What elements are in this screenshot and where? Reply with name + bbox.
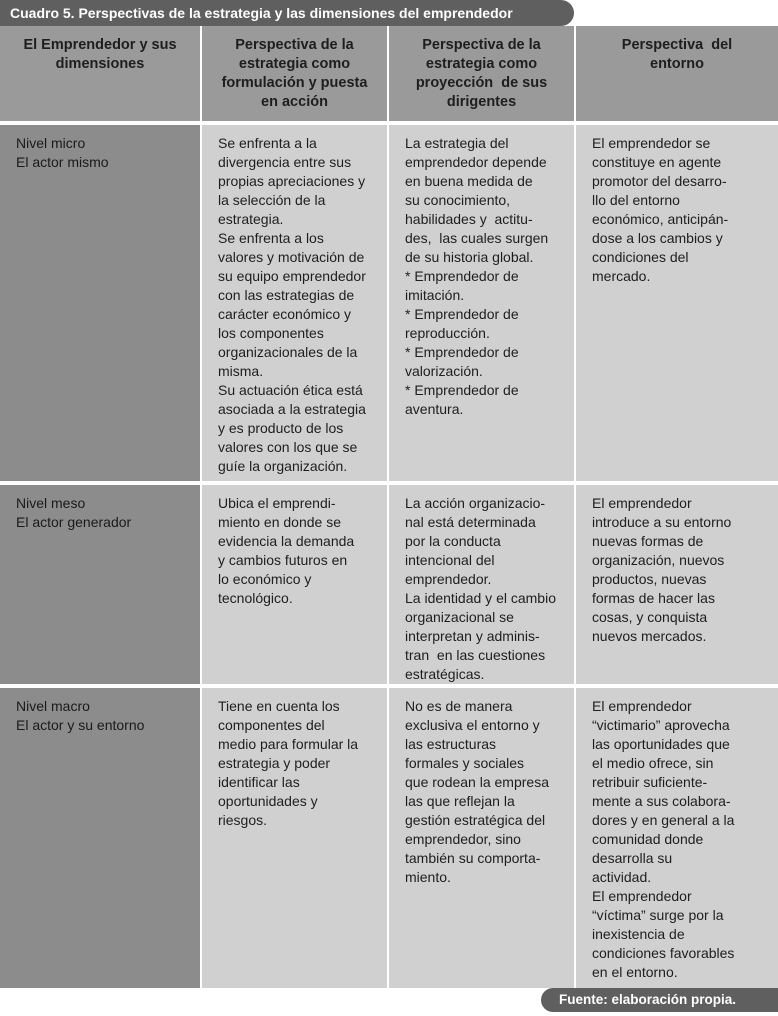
text-line: * Emprendedor de	[405, 306, 519, 322]
text-line: exclusiva el entorno y	[405, 717, 540, 733]
text-line: en buena medida de	[405, 173, 533, 189]
perspectives-table	[0, 26, 778, 988]
text-line: Su actuación ética está	[218, 382, 363, 398]
row-label-meso	[0, 485, 200, 684]
text-line: retribuir suficiente-	[592, 774, 708, 790]
text-line: Ubica el emprendi-	[218, 495, 336, 511]
text-line: promotor del desarro-	[592, 173, 727, 189]
text-line: su equipo emprendedor	[218, 268, 366, 284]
text-line: estrategia y poder	[218, 755, 331, 771]
text-line: organizacional se	[405, 609, 514, 625]
text-line: nuevos mercados.	[592, 628, 707, 644]
text-line: La acción organizacio-	[405, 495, 546, 511]
text-line: llo del entorno	[592, 192, 680, 208]
text-line: componentes del	[218, 717, 325, 733]
text-line: “víctima” surge por la	[592, 907, 724, 923]
text-line: * Emprendedor de	[405, 344, 519, 360]
text-line: cosas, y conquista	[592, 609, 708, 625]
text-line: riesgos.	[218, 812, 268, 828]
text-line: miento.	[405, 869, 451, 885]
text-line: No es de manera	[405, 698, 513, 714]
text-line: inexistencia de	[592, 926, 685, 942]
text-line: aventura.	[405, 401, 464, 417]
text-line: productos, nuevas	[592, 571, 707, 587]
text-line: formulación y puesta	[221, 75, 368, 91]
text-line: El actor y su entorno	[16, 717, 145, 733]
text-line: mente a sus colabora-	[592, 793, 731, 809]
text-line: * Emprendedor de	[405, 382, 519, 398]
text-line: intencional del	[405, 552, 495, 568]
text-line: nuevas formas de	[592, 533, 704, 549]
header-cell	[202, 26, 387, 121]
text-line: por la conducta	[405, 533, 501, 549]
text-line: Nivel micro	[16, 135, 86, 151]
text-line: condiciones del	[592, 249, 689, 265]
text-line: su conocimiento,	[405, 192, 511, 208]
text-line: carácter económico y	[218, 306, 352, 322]
text-line: habilidades y actitu-	[405, 211, 533, 227]
text-line: dores y en general a la	[592, 812, 735, 828]
text-line: mercado.	[592, 268, 651, 284]
text-line: nal está determinada	[405, 514, 536, 530]
text-line: des, las cuales surgen	[405, 230, 549, 246]
text-line: entorno	[650, 56, 704, 72]
text-line: las estructuras	[405, 736, 497, 752]
text-line: miento en donde se	[218, 514, 341, 530]
text-line: El actor generador	[16, 514, 132, 530]
text-line: constituye en agente	[592, 154, 722, 170]
text-line: emprendedor.	[405, 571, 492, 587]
text-line: valores y motivación de	[218, 249, 365, 265]
text-line: organización, nuevos	[592, 552, 725, 568]
text-line: interpretan y adminis-	[405, 628, 540, 644]
text-line: actividad.	[592, 869, 652, 885]
table-caption: Cuadro 5. Perspectivas de la estrategia y las dimensiones del emprendedor	[0, 0, 574, 26]
table-cell	[202, 485, 387, 684]
text-line: valorización.	[405, 363, 483, 379]
text-line: la selección de la	[218, 192, 326, 208]
table-cell	[576, 485, 778, 684]
text-line: Perspectiva de la	[422, 37, 541, 53]
text-line: Nivel macro	[16, 698, 90, 714]
text-line: en acción	[261, 94, 328, 110]
text-line: El emprendedor	[592, 495, 692, 511]
text-line: gestión estratégica del	[405, 812, 546, 828]
text-line: “victimario” aprovecha	[592, 717, 730, 733]
text-line: El actor mismo	[16, 154, 109, 170]
text-line: El Emprendedor y sus	[23, 37, 177, 53]
text-line: estratégicas.	[405, 666, 485, 682]
text-line: El emprendedor	[592, 888, 692, 904]
table-cell	[202, 125, 387, 481]
table-cell	[389, 125, 574, 481]
row-label-micro	[0, 125, 200, 481]
text-line: con las estrategias de	[218, 287, 355, 303]
text-line: introduce a su entorno	[592, 514, 732, 530]
table-cell	[389, 485, 574, 684]
header-cell	[576, 26, 778, 121]
text-line: valores con los que se	[218, 439, 358, 455]
text-line: económico, anticipán-	[592, 211, 729, 227]
text-line: guíe la organización.	[218, 458, 348, 474]
text-line: emprendedor depende	[405, 154, 547, 170]
text-line: El emprendedor se	[592, 135, 711, 151]
header-cell	[389, 26, 574, 121]
text-line: dirigentes	[446, 94, 517, 110]
text-line: La estrategia del	[405, 135, 509, 151]
text-line: estrategia como	[425, 56, 538, 72]
text-line: misma.	[218, 363, 264, 379]
text-line: el medio ofrece, sin	[592, 755, 714, 771]
text-line: divergencia entre sus	[218, 154, 352, 170]
text-line: dose a los cambios y	[592, 230, 723, 246]
text-line: organizacionales de la	[218, 344, 358, 360]
text-line: Perspectiva de la	[235, 37, 354, 53]
header-cell	[0, 26, 200, 121]
text-line: las que reflejan la	[405, 793, 515, 809]
text-line: reproducción.	[405, 325, 490, 341]
text-line: Tiene en cuenta los	[218, 698, 340, 714]
text-line: formales y sociales	[405, 755, 525, 771]
text-line: Se enfrenta a la	[218, 135, 317, 151]
text-line: desarrolla su	[592, 850, 673, 866]
text-line: La identidad y el cambio	[405, 590, 556, 606]
text-line: dimensiones	[55, 56, 145, 72]
text-line: medio para formular la	[218, 736, 359, 752]
text-line: y cambios futuros en	[218, 552, 348, 568]
text-line: estrategia como	[238, 56, 351, 72]
text-line: de su historia global.	[405, 249, 534, 265]
text-line: oportunidades y	[218, 793, 318, 809]
text-line: lo económico y	[218, 571, 312, 587]
text-line: que rodean la empresa	[405, 774, 549, 790]
table-cell	[576, 125, 778, 481]
text-line: condiciones favorables	[592, 945, 735, 961]
text-line: evidencia la demanda	[218, 533, 355, 549]
text-line: Nivel meso	[16, 495, 86, 511]
text-line: imitación.	[405, 287, 465, 303]
text-line: y es producto de los	[218, 420, 344, 436]
text-line: los componentes	[218, 325, 324, 341]
text-line: tecnológico.	[218, 590, 293, 606]
text-line: comunidad donde	[592, 831, 704, 847]
text-line: * Emprendedor de	[405, 268, 519, 284]
text-line: también su comporta-	[405, 850, 541, 866]
text-line: Perspectiva del	[621, 37, 733, 53]
text-line: proyección de sus	[415, 75, 548, 91]
table-cell	[202, 688, 387, 988]
text-line: estrategia.	[218, 211, 284, 227]
text-line: emprendedor, sino	[405, 831, 521, 847]
text-line: en el entorno.	[592, 964, 678, 980]
text-line: El emprendedor	[592, 698, 692, 714]
table-cell	[389, 688, 574, 988]
table-cell	[576, 688, 778, 988]
row-label-macro	[0, 688, 200, 988]
text-line: tran en las cuestiones	[405, 647, 546, 663]
text-line: identificar las	[218, 774, 300, 790]
text-line: formas de hacer las	[592, 590, 715, 606]
text-line: asociada a la estrategia	[218, 401, 366, 417]
source-note: Fuente: elaboración propia.	[541, 988, 778, 1012]
text-line: Se enfrenta a los	[218, 230, 324, 246]
text-line: propias apreciaciones y	[218, 173, 366, 189]
text-line: las oportunidades que	[592, 736, 730, 752]
